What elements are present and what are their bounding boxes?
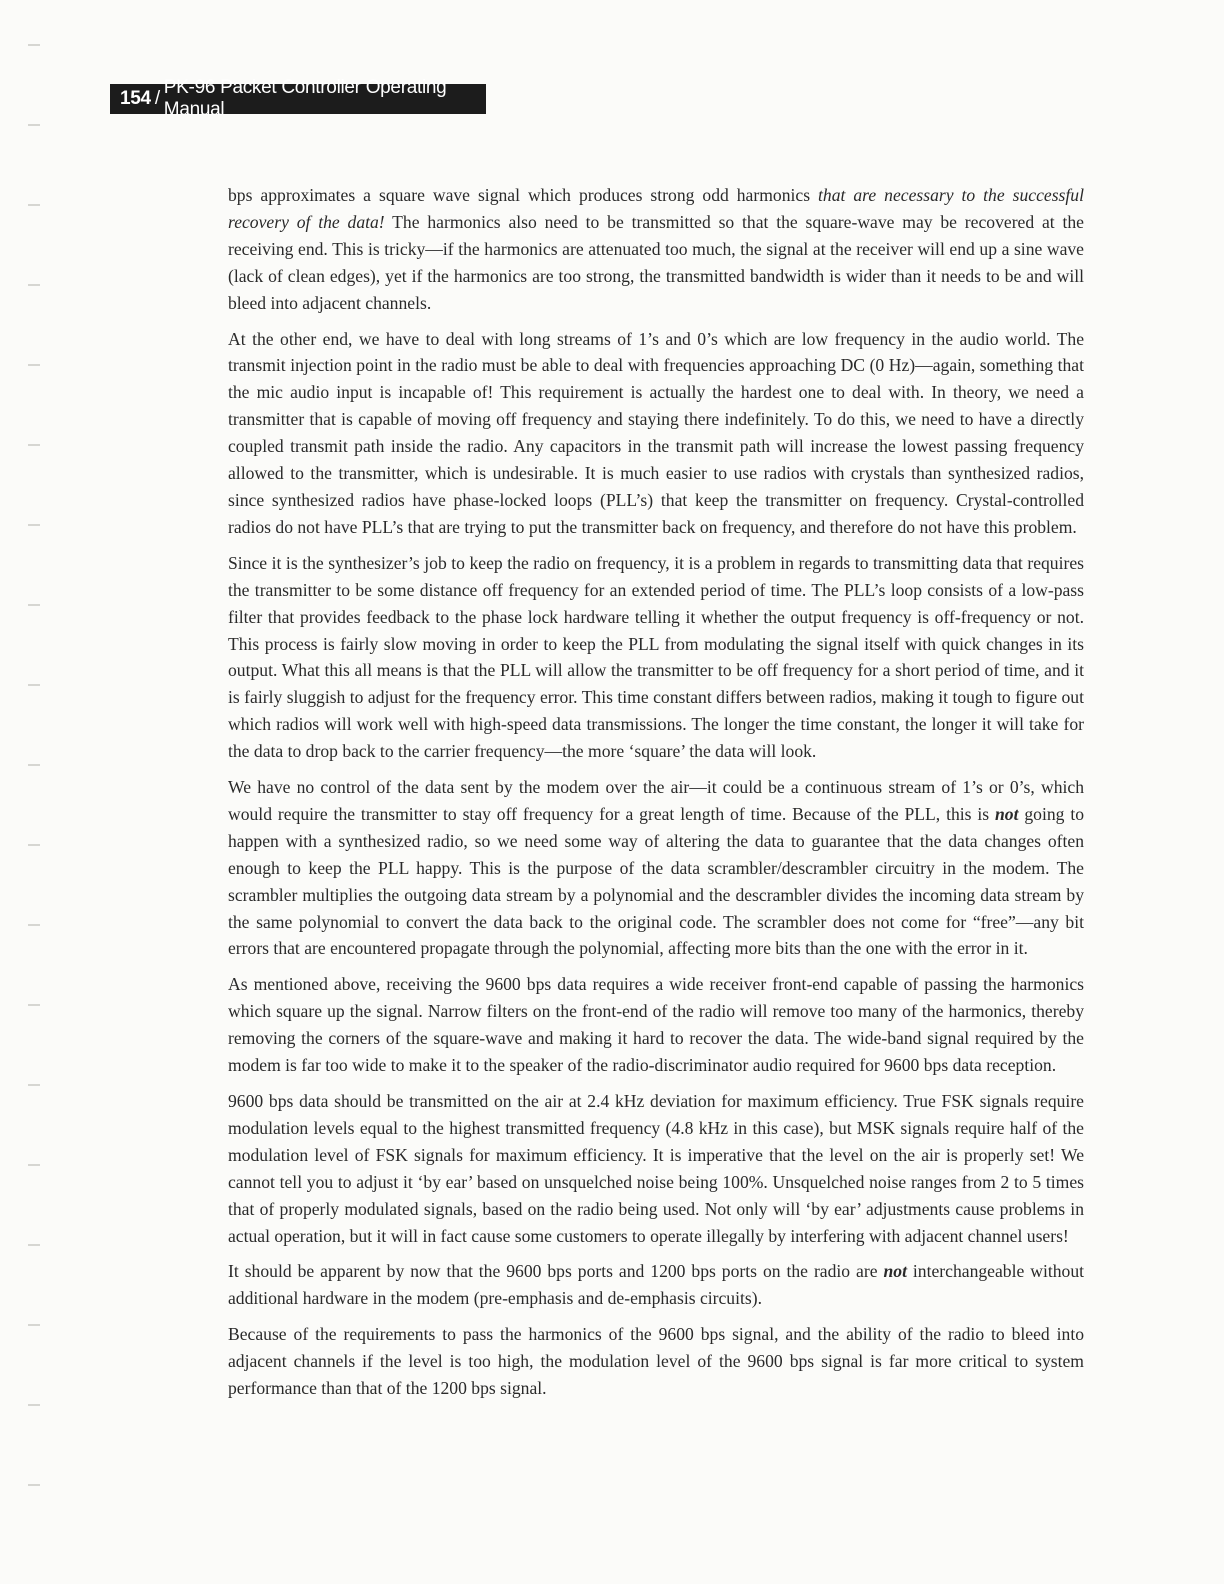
page-number: 154 [120, 88, 151, 109]
paragraph-6: 9600 bps data should be transmitted on the air at 2.4 kHz deviation for maximum efficiency. True FSK signals require modulation levels equal to the highest transmitted frequency (4.8 kHz in this case), but MSK signals require half of the modulation level of FSK signals for maximum efficiency. It is imperative that the level on the air is properly set! We cannot tell you to adjust it ‘by ear’ based on unsquelched noise being 100%. Unsquelched noise ranges from 2 to 5 times that of properly modulated signals, based on the radio being used. Not only will ‘by ear’ adjustments cause problems in actual operation, but it will in fact cause some customers to operate illegally by interfering with adjacent channel users! [228, 1091, 1084, 1246]
paragraph-1-text: bps approximates a square wave signal which produces strong odd harmonics [228, 185, 819, 205]
paragraph-8: Because of the requirements to pass the harmonics of the 9600 bps signal, and the ability of the radio to bleed into adjacent channels if the level is too high, the modulation level of the 9600 bps signal is far more critical to system performance than that of the 1200 bps signal. [228, 1324, 1084, 1399]
running-header [110, 77, 486, 120]
paragraph-5: As mentioned above, receiving the 9600 bps data requires a wide receiver front-end capable of passing the harmonics which square up the signal. Narrow filters on the front-end of the radio will remove too many of the harmonics, thereby removing the corners of the square-wave and making it hard to recover the data. The wide-band signal required by the modem is far too wide to make it to the speaker of the radio-discriminator audio required for 9600 bps data reception. [228, 974, 1084, 1076]
manual-title: PK-96 Packet Controller Operating Manual [163, 77, 447, 120]
paragraph-4 [228, 774, 1084, 962]
paragraph-4-text: We have no control of the data sent by the modem over the air—it could be a continuous stream of 1’s or 0’s, which would require the transmitter to stay off frequency for a great length of time. Because of the PLL, this is [228, 777, 1084, 824]
paragraph-4-text-cont: going to happen with a synthesized radio, so we need some way of altering the data to guarantee that the data changes often enough to keep the PLL happy. This is the purpose of the data scrambler/descrambler circuitry in the modem. The scrambler multiplies the outgoing data stream by a polynomial and the descrambler divides the incoming data stream by the same polynomial to convert the data back to the original code. The scrambler does not come for “free”—any bit errors that are encountered propagate through the polynomial, affecting more bits than the one with the error in it. [228, 803, 1084, 959]
paragraph-3: Since it is the synthesizer’s job to keep the radio on frequency, it is a problem in regards to transmitting data that requires the transmitter to be some distance off frequency for an extended period of time. The PLL’s loop consists of a low-pass filter that provides feedback to the phase lock hardware telling it whether the output frequency is off-frequency or not. This process is fairly slow moving in order to keep the PLL from modulating the signal itself with quick changes in its output. What this all means is that the PLL will allow the transmitter to be off frequency for a short period of time, and it is fairly sluggish to adjust for the frequency error. This time constant differs between radios, making it tough to figure out which radios will work well with high-speed data transmissions. The longer the time constant, the longer it will take for the data to drop back to the carrier frequency—the more ‘square’ the data will look. [228, 552, 1084, 762]
paragraph-1 [228, 182, 1084, 317]
paragraph-7-text: It should be apparent by now that the 9600 bps ports and 1200 bps ports on the radio are [228, 1261, 884, 1282]
header-separator: / [154, 88, 160, 109]
paragraph-7-text-cont: interchangeable without additional hardware in the modem (pre-emphasis and de-emphasis circuits). [228, 1261, 1084, 1309]
paragraph-2: At the other end, we have to deal with long streams of 1’s and 0’s which are low frequency in the audio world. The transmit injection point in the radio must be able to deal with frequencies approaching DC (0 Hz)—again, something that the mic audio input is incapable of! This requirement is actually the hardest one to deal with. In theory, we need a transmitter that is capable of moving off frequency and staying there indefinitely. To do this, we need to have a directly coupled transmit path inside the radio. Any capacitors in the transmit path will increase the lowest passing frequency allowed to the transmitter, which is undesirable. It is much easier to use radios with crystals than synthesized radios, since synthesized radios have phase-locked loops (PLL’s) that keep the transmitter on frequency. Crystal-controlled radios do not have PLL’s that are trying to put the transmitter back on frequency, and therefore do not have this problem. [228, 328, 1084, 537]
paragraph-4-emphasis: not [995, 803, 1019, 824]
paragraph-7-emphasis: not [883, 1261, 907, 1282]
paragraph-1-emphasis: that are necessary to the successful recovery of the data! [228, 185, 1084, 232]
body-text [228, 182, 1084, 1411]
paragraph-7 [228, 1258, 1084, 1312]
paragraph-1-text-cont: The harmonics also need to be transmitted so that the square-wave may be recovered at the receiving end. This is tricky—if the harmonics are attenuated too much, the signal at the receiver will end up a sine wave (lack of clean edges), yet if the harmonics are too strong, the transmitted bandwidth is wider than it needs to be and will bleed into adjacent channels. [228, 211, 1084, 313]
binding-margin-marks [28, 40, 42, 1540]
